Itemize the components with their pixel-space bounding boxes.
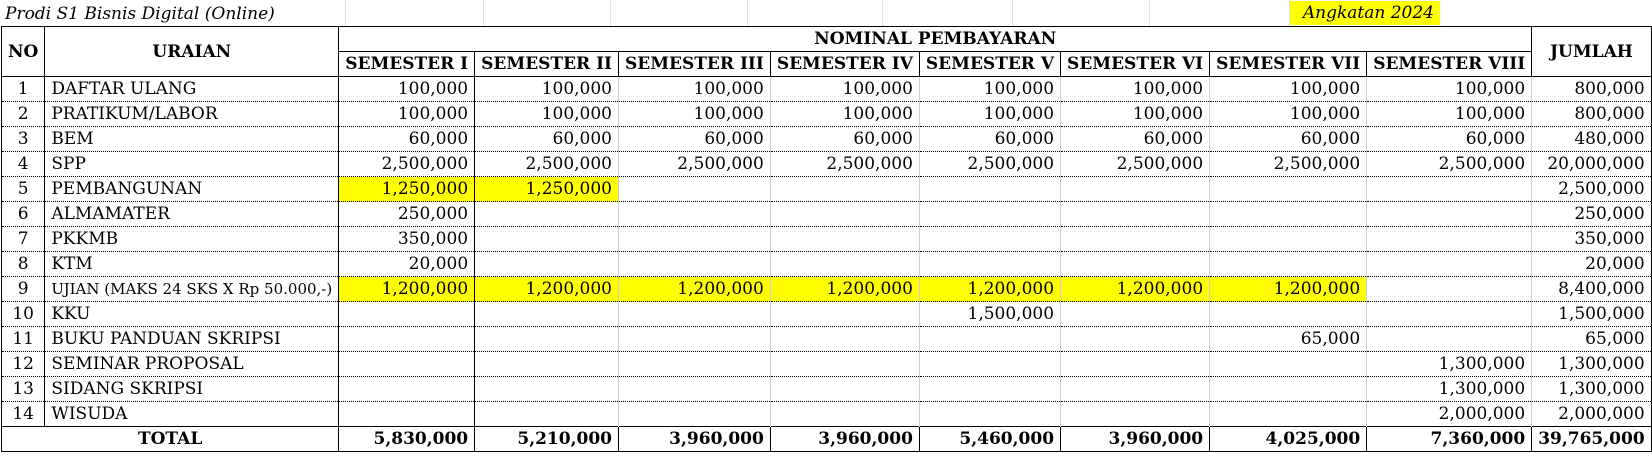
table-row [2,152,1652,177]
semester-amount: 100,000 [1210,77,1367,102]
semester-amount [1061,327,1210,352]
row-number: 14 [2,402,45,427]
total-row [2,427,1652,452]
semester-amount: 1,500,000 [919,302,1060,327]
row-number: 9 [2,277,45,302]
semester-amount [619,377,771,402]
semester-amount: 100,000 [475,102,619,127]
semester-amount [770,177,919,202]
semester-amount [919,327,1060,352]
table-row [2,127,1652,152]
semester-amount [770,227,919,252]
semester-amount: 350,000 [339,227,475,252]
row-description: ALMAMATER [45,202,339,227]
row-total: 350,000 [1532,227,1651,252]
total-label: TOTAL [2,427,339,452]
row-number: 4 [2,152,45,177]
grid-cell [610,0,748,26]
semester-amount [619,302,771,327]
row-total: 800,000 [1532,77,1651,102]
semester-amount [770,302,919,327]
table-row [2,327,1652,352]
row-number: 12 [2,352,45,377]
row-number: 5 [2,177,45,202]
semester-amount: 2,500,000 [770,152,919,177]
row-total: 1,300,000 [1532,352,1651,377]
row-total: 20,000,000 [1532,152,1651,177]
column-header-semester: SEMESTER III [619,52,771,77]
table-row [2,202,1652,227]
grid-cell [747,0,883,26]
semester-amount: 100,000 [1210,102,1367,127]
semester-amount [770,327,919,352]
semester-amount: 1,200,000 [475,277,619,302]
row-description: WISUDA [45,402,339,427]
semester-amount: 100,000 [339,102,475,127]
semester-amount: 60,000 [475,127,619,152]
semester-amount [1061,302,1210,327]
semester-amount [339,402,475,427]
row-description: KKU [45,302,339,327]
semester-amount [475,302,619,327]
semester-amount [1367,177,1532,202]
semester-amount: 100,000 [1367,102,1532,127]
semester-amount: 2,500,000 [1210,152,1367,177]
semester-amount: 1,200,000 [1061,277,1210,302]
row-total: 1,300,000 [1532,377,1651,402]
semester-amount [1061,227,1210,252]
table-row [2,227,1652,252]
row-total: 20,000 [1532,252,1651,277]
semester-amount [770,252,919,277]
semester-amount: 100,000 [919,77,1060,102]
semester-amount [1210,402,1367,427]
semester-amount: 100,000 [475,77,619,102]
semester-amount: 60,000 [919,127,1060,152]
semester-amount [619,177,771,202]
semester-total: 5,210,000 [475,427,619,452]
semester-amount: 60,000 [619,127,771,152]
semester-amount [475,377,619,402]
column-header-jumlah: JUMLAH [1532,27,1651,77]
grid-cell [1012,0,1150,26]
semester-total: 3,960,000 [619,427,771,452]
semester-amount [919,252,1060,277]
semester-amount: 1,300,000 [1367,377,1532,402]
grid-cell [1149,0,1290,26]
grid-cell [483,0,611,26]
column-header-group: NOMINAL PEMBAYARAN [339,27,1532,52]
semester-amount [475,327,619,352]
grid-cell [345,0,484,26]
row-total: 250,000 [1532,202,1651,227]
row-description: SEMINAR PROPOSAL [45,352,339,377]
row-total: 65,000 [1532,327,1651,352]
semester-amount [1367,302,1532,327]
semester-amount [770,352,919,377]
semester-amount [1061,352,1210,377]
table-row [2,277,1652,302]
semester-amount [619,402,771,427]
row-description: UJIAN (MAKS 24 SKS X Rp 50.000,-) [45,277,339,302]
semester-amount [339,352,475,377]
semester-amount: 1,200,000 [339,277,475,302]
semester-amount: 1,200,000 [619,277,771,302]
fee-table [1,26,1652,452]
semester-amount [1061,402,1210,427]
row-total: 2,500,000 [1532,177,1651,202]
row-number: 8 [2,252,45,277]
semester-amount: 2,500,000 [1367,152,1532,177]
column-header-semester: SEMESTER V [919,52,1060,77]
semester-amount: 2,500,000 [339,152,475,177]
semester-amount [919,377,1060,402]
semester-total: 5,460,000 [919,427,1060,452]
semester-amount [619,352,771,377]
table-row [2,77,1652,102]
semester-amount [1210,252,1367,277]
column-header-semester: SEMESTER VIII [1367,52,1532,77]
semester-amount: 250,000 [339,202,475,227]
semester-amount: 1,250,000 [339,177,475,202]
semester-amount [1061,177,1210,202]
row-description: DAFTAR ULANG [45,77,339,102]
row-number: 13 [2,377,45,402]
semester-amount: 20,000 [339,252,475,277]
row-description: PRATIKUM/LABOR [45,102,339,127]
row-description: BEM [45,127,339,152]
semester-amount: 100,000 [1367,77,1532,102]
row-number: 2 [2,102,45,127]
semester-amount [339,377,475,402]
semester-amount: 100,000 [619,77,771,102]
semester-amount: 1,200,000 [1210,277,1367,302]
table-row [2,302,1652,327]
semester-amount [1367,252,1532,277]
table-row [2,377,1652,402]
semester-amount: 100,000 [1061,77,1210,102]
semester-amount [770,402,919,427]
year-label: Angkatan 2024 [1290,1,1440,25]
semester-amount: 1,200,000 [919,277,1060,302]
title-row [0,0,1600,26]
semester-amount [619,327,771,352]
semester-amount: 60,000 [1210,127,1367,152]
semester-amount [619,202,771,227]
row-total: 480,000 [1532,127,1651,152]
semester-amount: 100,000 [619,102,771,127]
semester-amount: 1,250,000 [475,177,619,202]
semester-amount [1210,352,1367,377]
semester-amount: 60,000 [1367,127,1532,152]
table-row [2,252,1652,277]
page-title: Prodi S1 Bisnis Digital (Online) [5,4,275,24]
semester-amount [1367,227,1532,252]
row-total: 800,000 [1532,102,1651,127]
semester-amount [770,202,919,227]
semester-amount: 100,000 [770,77,919,102]
table-row [2,402,1652,427]
column-header-semester: SEMESTER VI [1061,52,1210,77]
semester-amount [475,352,619,377]
semester-total: 4,025,000 [1210,427,1367,452]
row-description: PEMBANGUNAN [45,177,339,202]
semester-amount [619,252,771,277]
grand-total: 39,765,000 [1532,427,1651,452]
semester-amount [1367,202,1532,227]
semester-total: 7,360,000 [1367,427,1532,452]
row-description: SPP [45,152,339,177]
semester-total: 3,960,000 [770,427,919,452]
semester-amount [1210,377,1367,402]
row-number: 1 [2,77,45,102]
row-description: PKKMB [45,227,339,252]
semester-amount: 100,000 [919,102,1060,127]
table-row [2,352,1652,377]
row-total: 8,400,000 [1532,277,1651,302]
semester-amount [1210,202,1367,227]
semester-total: 3,960,000 [1061,427,1210,452]
semester-amount [339,302,475,327]
semester-amount: 60,000 [1061,127,1210,152]
table-row [2,177,1652,202]
column-header-uraian: URAIAN [45,27,339,77]
semester-amount: 2,000,000 [1367,402,1532,427]
row-description: BUKU PANDUAN SKRIPSI [45,327,339,352]
semester-amount [1061,377,1210,402]
semester-amount: 1,200,000 [770,277,919,302]
semester-amount [1367,327,1532,352]
semester-amount: 2,500,000 [1061,152,1210,177]
semester-amount: 2,500,000 [475,152,619,177]
semester-amount [475,402,619,427]
column-header-semester: SEMESTER I [339,52,475,77]
semester-amount: 60,000 [770,127,919,152]
semester-amount [1061,202,1210,227]
semester-amount [919,227,1060,252]
column-header-semester: SEMESTER II [475,52,619,77]
semester-amount [770,377,919,402]
semester-amount: 60,000 [339,127,475,152]
semester-amount [619,227,771,252]
semester-amount [919,402,1060,427]
semester-total: 5,830,000 [339,427,475,452]
semester-amount: 2,500,000 [919,152,1060,177]
semester-amount: 65,000 [1210,327,1367,352]
row-total: 2,000,000 [1532,402,1651,427]
grid-cell [882,0,1013,26]
row-number: 3 [2,127,45,152]
column-header-semester: SEMESTER VII [1210,52,1367,77]
semester-amount: 100,000 [339,77,475,102]
semester-amount [475,227,619,252]
semester-amount: 1,300,000 [1367,352,1532,377]
semester-amount [1210,177,1367,202]
semester-amount [919,177,1060,202]
semester-amount: 100,000 [770,102,919,127]
semester-amount [1367,277,1532,302]
row-number: 6 [2,202,45,227]
semester-amount [1210,302,1367,327]
semester-amount [1210,227,1367,252]
row-number: 11 [2,327,45,352]
table-row [2,102,1652,127]
semester-amount [919,352,1060,377]
row-number: 10 [2,302,45,327]
column-header-no: NO [2,27,45,77]
row-total: 1,500,000 [1532,302,1651,327]
semester-amount [339,327,475,352]
semester-amount [475,252,619,277]
row-number: 7 [2,227,45,252]
row-description: KTM [45,252,339,277]
column-header-semester: SEMESTER IV [770,52,919,77]
semester-amount [475,202,619,227]
semester-amount [1061,252,1210,277]
semester-amount: 100,000 [1061,102,1210,127]
semester-amount [919,202,1060,227]
row-description: SIDANG SKRIPSI [45,377,339,402]
semester-amount: 2,500,000 [619,152,771,177]
